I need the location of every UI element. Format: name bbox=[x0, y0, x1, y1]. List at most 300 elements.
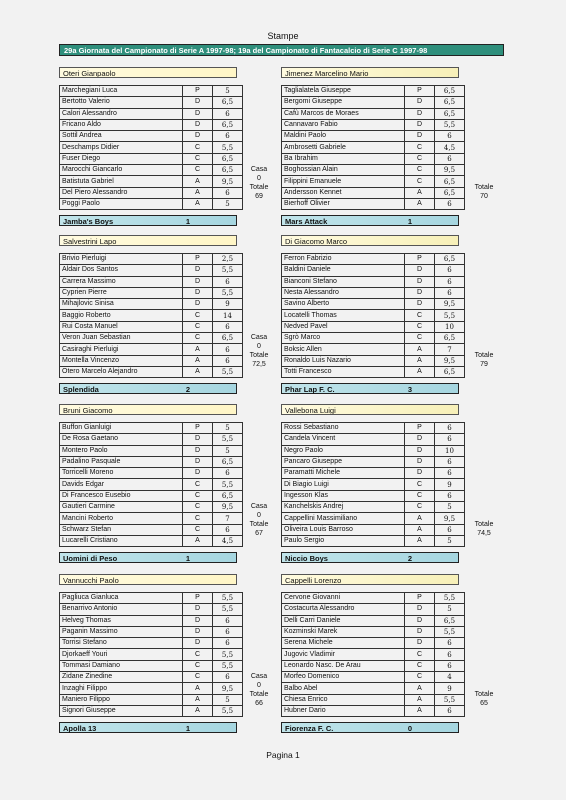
player-row bbox=[282, 310, 465, 321]
player-row bbox=[60, 265, 243, 276]
player-row bbox=[60, 254, 243, 265]
player-vote: 5 bbox=[213, 423, 243, 434]
player-role: C bbox=[183, 513, 213, 524]
player-role: D bbox=[405, 434, 435, 445]
page-title: Stampe bbox=[267, 31, 299, 41]
player-role: D bbox=[405, 604, 435, 615]
player-name: Schwarz Stefan bbox=[60, 524, 183, 535]
player-name: Totti Francesco bbox=[282, 366, 405, 377]
player-name: Ba Ibrahim bbox=[282, 153, 405, 164]
player-role: A bbox=[405, 355, 435, 366]
player-row bbox=[60, 604, 243, 615]
player-vote: 5,5 bbox=[213, 479, 243, 490]
player-vote: 5,5 bbox=[213, 142, 243, 153]
team-goals: 3 bbox=[407, 385, 413, 394]
player-role: D bbox=[183, 276, 213, 287]
player-vote: 6 bbox=[435, 434, 465, 445]
player-row bbox=[60, 694, 243, 705]
home-score-summary bbox=[244, 502, 274, 538]
player-name: Rossi Sebastiano bbox=[282, 423, 405, 434]
player-name: Nesta Alessandro bbox=[282, 287, 405, 298]
player-role: A bbox=[405, 705, 435, 716]
player-name: Lucarelli Cristiano bbox=[60, 535, 183, 546]
player-row bbox=[282, 490, 465, 501]
player-row bbox=[282, 593, 465, 604]
player-row bbox=[60, 165, 243, 176]
player-vote: 9,5 bbox=[213, 176, 243, 187]
player-vote: 9,5 bbox=[435, 299, 465, 310]
player-row bbox=[282, 131, 465, 142]
player-name: Filippini Emanuele bbox=[282, 176, 405, 187]
player-row bbox=[282, 287, 465, 298]
player-name: Bierhoff Olivier bbox=[282, 198, 405, 209]
player-role: C bbox=[183, 310, 213, 321]
home-team bbox=[59, 574, 237, 717]
player-name: Marchegiani Luca bbox=[60, 86, 183, 97]
player-role: C bbox=[405, 165, 435, 176]
player-name: Inzaghi Filippo bbox=[60, 683, 183, 694]
player-role: A bbox=[183, 198, 213, 209]
summary-line: Totale bbox=[474, 521, 494, 528]
player-role: D bbox=[183, 604, 213, 615]
coach-name: Vallebona Luigi bbox=[281, 404, 459, 415]
away-team bbox=[281, 574, 459, 717]
summary-line: 0 bbox=[257, 175, 261, 182]
player-name: Casiraghi Pierluigi bbox=[60, 344, 183, 355]
summary-line: Totale bbox=[474, 691, 494, 698]
player-vote: 6 bbox=[213, 108, 243, 119]
player-row bbox=[60, 355, 243, 366]
player-vote: 6 bbox=[435, 649, 465, 660]
away-score-summary bbox=[464, 183, 504, 201]
roster-table bbox=[59, 422, 243, 547]
player-name: Sgrò Marco bbox=[282, 333, 405, 344]
player-row bbox=[282, 535, 465, 546]
player-vote: 5 bbox=[435, 502, 465, 513]
player-role: D bbox=[183, 638, 213, 649]
player-name: Delli Carri Daniele bbox=[282, 615, 405, 626]
player-name: Ambrosetti Gabriele bbox=[282, 142, 405, 153]
coach-name: Di Giacomo Marco bbox=[281, 235, 459, 246]
player-name: De Rosa Gaetano bbox=[60, 434, 183, 445]
player-row bbox=[60, 490, 243, 501]
player-vote: 5,5 bbox=[213, 604, 243, 615]
player-role: C bbox=[183, 333, 213, 344]
player-name: Cafù Marcos de Moraes bbox=[282, 108, 405, 119]
player-vote: 6,5 bbox=[213, 490, 243, 501]
summary-line: 65 bbox=[480, 700, 488, 707]
player-role: A bbox=[183, 176, 213, 187]
player-name: Benarrivo Antonio bbox=[60, 604, 183, 615]
player-name: Paulo Sergio bbox=[282, 535, 405, 546]
player-vote: 6,5 bbox=[213, 333, 243, 344]
player-vote: 5 bbox=[213, 445, 243, 456]
player-row bbox=[60, 535, 243, 546]
player-name: Batistuta Gabriel bbox=[60, 176, 183, 187]
player-role: D bbox=[405, 626, 435, 637]
player-role: A bbox=[183, 694, 213, 705]
home-result-bar bbox=[59, 552, 237, 563]
player-name: Chiesa Enrico bbox=[282, 694, 405, 705]
coach-name: Oteri Gianpaolo bbox=[59, 67, 237, 78]
player-role: D bbox=[183, 445, 213, 456]
player-role: P bbox=[405, 254, 435, 265]
team-name: Uomini di Peso bbox=[63, 554, 118, 563]
player-row bbox=[60, 153, 243, 164]
player-vote: 6 bbox=[213, 615, 243, 626]
player-vote: 5,5 bbox=[213, 434, 243, 445]
summary-line: Totale bbox=[249, 184, 269, 191]
player-row bbox=[282, 513, 465, 524]
player-role: D bbox=[183, 119, 213, 130]
summary-line: Totale bbox=[474, 352, 494, 359]
roster-table bbox=[281, 592, 465, 717]
player-vote: 6 bbox=[213, 672, 243, 683]
player-name: Locatelli Thomas bbox=[282, 310, 405, 321]
match-block bbox=[59, 574, 504, 744]
player-name: Taglialatela Giuseppe bbox=[282, 86, 405, 97]
player-role: C bbox=[405, 321, 435, 332]
player-row bbox=[282, 445, 465, 456]
player-vote: 6 bbox=[435, 705, 465, 716]
player-vote: 6,5 bbox=[213, 165, 243, 176]
away-team bbox=[281, 235, 459, 378]
player-name: Boksic Allen bbox=[282, 344, 405, 355]
player-role: D bbox=[183, 615, 213, 626]
player-row bbox=[282, 705, 465, 716]
player-vote: 6 bbox=[213, 626, 243, 637]
home-team bbox=[59, 404, 237, 547]
player-row bbox=[282, 479, 465, 490]
player-row bbox=[60, 423, 243, 434]
player-name: Negro Paolo bbox=[282, 445, 405, 456]
player-vote: 9,5 bbox=[213, 683, 243, 694]
player-name: Kozminski Marek bbox=[282, 626, 405, 637]
player-name: Gautieri Carmine bbox=[60, 502, 183, 513]
summary-line: Totale bbox=[249, 691, 269, 698]
player-row bbox=[60, 86, 243, 97]
player-vote: 9 bbox=[435, 479, 465, 490]
player-name: Di Francesco Eusebio bbox=[60, 490, 183, 501]
player-role: C bbox=[405, 672, 435, 683]
player-role: C bbox=[405, 142, 435, 153]
player-role: C bbox=[405, 502, 435, 513]
player-name: Ronaldo Luis Nazario bbox=[282, 355, 405, 366]
summary-line: 0 bbox=[257, 512, 261, 519]
player-row bbox=[282, 423, 465, 434]
player-role: D bbox=[183, 626, 213, 637]
player-vote: 4,5 bbox=[213, 535, 243, 546]
coach-name: Salvestrini Lapo bbox=[59, 235, 237, 246]
player-row bbox=[282, 366, 465, 377]
summary-line: 70 bbox=[480, 193, 488, 200]
player-row bbox=[282, 165, 465, 176]
player-row bbox=[282, 142, 465, 153]
player-row bbox=[282, 615, 465, 626]
player-vote: 6,5 bbox=[435, 366, 465, 377]
player-name: Rui Costa Manuel bbox=[60, 321, 183, 332]
player-vote: 6,5 bbox=[435, 108, 465, 119]
player-vote: 6,5 bbox=[213, 153, 243, 164]
team-name: Mars Attack bbox=[285, 217, 328, 226]
player-vote: 10 bbox=[435, 445, 465, 456]
team-name: Apolla 13 bbox=[63, 724, 97, 733]
player-name: Otero Marcelo Alejandro bbox=[60, 366, 183, 377]
player-vote: 5,5 bbox=[435, 119, 465, 130]
player-role: C bbox=[183, 649, 213, 660]
player-row bbox=[282, 524, 465, 535]
player-role: D bbox=[405, 638, 435, 649]
player-vote: 6 bbox=[435, 153, 465, 164]
team-goals: 1 bbox=[185, 217, 191, 226]
player-name: Ingesson Klas bbox=[282, 490, 405, 501]
player-row bbox=[282, 187, 465, 198]
away-team bbox=[281, 404, 459, 547]
away-score-summary bbox=[464, 351, 504, 369]
player-vote: 9 bbox=[213, 299, 243, 310]
player-vote: 5,5 bbox=[213, 366, 243, 377]
team-name: Fiorenza F. C. bbox=[285, 724, 334, 733]
player-name: Mancini Roberto bbox=[60, 513, 183, 524]
player-role: D bbox=[405, 119, 435, 130]
player-row bbox=[60, 615, 243, 626]
player-name: Savino Alberto bbox=[282, 299, 405, 310]
player-role: D bbox=[405, 299, 435, 310]
player-row bbox=[282, 434, 465, 445]
player-role: A bbox=[183, 187, 213, 198]
team-name: Splendida bbox=[63, 385, 99, 394]
player-vote: 6 bbox=[213, 638, 243, 649]
player-name: Davids Edgar bbox=[60, 479, 183, 490]
player-row bbox=[60, 310, 243, 321]
player-row bbox=[282, 265, 465, 276]
player-name: Baggio Roberto bbox=[60, 310, 183, 321]
player-role: C bbox=[183, 165, 213, 176]
player-vote: 6 bbox=[435, 638, 465, 649]
player-vote: 5 bbox=[213, 198, 243, 209]
coach-name: Bruni Giacomo bbox=[59, 404, 237, 415]
player-row bbox=[60, 287, 243, 298]
player-role: P bbox=[405, 593, 435, 604]
player-row bbox=[60, 626, 243, 637]
player-vote: 6 bbox=[213, 131, 243, 142]
player-vote: 6,5 bbox=[213, 456, 243, 467]
team-goals: 1 bbox=[185, 724, 191, 733]
player-row bbox=[282, 660, 465, 671]
player-vote: 6,5 bbox=[435, 333, 465, 344]
player-vote: 6,5 bbox=[435, 615, 465, 626]
player-name: Balbo Abel bbox=[282, 683, 405, 694]
player-name: Deschamps Didier bbox=[60, 142, 183, 153]
player-name: Brivio Pierluigi bbox=[60, 254, 183, 265]
away-score-summary bbox=[464, 520, 504, 538]
player-vote: 6,5 bbox=[435, 254, 465, 265]
player-row bbox=[60, 344, 243, 355]
player-role: P bbox=[405, 423, 435, 434]
player-role: P bbox=[405, 86, 435, 97]
summary-line: Totale bbox=[249, 352, 269, 359]
player-vote: 6 bbox=[213, 321, 243, 332]
summary-line: Casa bbox=[250, 503, 268, 510]
player-vote: 6,5 bbox=[435, 86, 465, 97]
player-vote: 6 bbox=[213, 468, 243, 479]
summary-line: Totale bbox=[249, 521, 269, 528]
away-result-bar bbox=[281, 722, 459, 733]
player-role: C bbox=[183, 321, 213, 332]
player-name: Di Biagio Luigi bbox=[282, 479, 405, 490]
player-name: Nedved Pavel bbox=[282, 321, 405, 332]
player-row bbox=[60, 321, 243, 332]
player-role: D bbox=[183, 265, 213, 276]
player-role: A bbox=[405, 513, 435, 524]
player-vote: 6 bbox=[213, 524, 243, 535]
player-vote: 5,5 bbox=[213, 287, 243, 298]
player-name: Padalino Pasquale bbox=[60, 456, 183, 467]
player-name: Kanchelskis Andrej bbox=[282, 502, 405, 513]
player-row bbox=[282, 638, 465, 649]
round-title-banner: 29a Giornata del Campionato di Serie A 1997-98; 19a del Campionato di Fantacalcio di Serie C 1997-98 bbox=[59, 44, 504, 56]
player-vote: 5,5 bbox=[213, 265, 243, 276]
player-role: C bbox=[405, 660, 435, 671]
summary-line: 0 bbox=[257, 343, 261, 350]
team-goals: 1 bbox=[407, 217, 413, 226]
player-role: C bbox=[405, 479, 435, 490]
player-role: C bbox=[183, 672, 213, 683]
player-role: D bbox=[405, 445, 435, 456]
summary-line: Casa bbox=[250, 334, 268, 341]
team-goals: 0 bbox=[407, 724, 413, 733]
player-row bbox=[282, 276, 465, 287]
player-vote: 6 bbox=[213, 344, 243, 355]
summary-line: 69 bbox=[255, 193, 263, 200]
player-row bbox=[60, 705, 243, 716]
player-row bbox=[60, 638, 243, 649]
player-role: P bbox=[183, 423, 213, 434]
player-role: C bbox=[183, 479, 213, 490]
player-name: Serena Michele bbox=[282, 638, 405, 649]
player-vote: 5,5 bbox=[213, 705, 243, 716]
player-role: C bbox=[183, 660, 213, 671]
player-name: Signori Giuseppe bbox=[60, 705, 183, 716]
player-vote: 6 bbox=[435, 490, 465, 501]
player-role: A bbox=[183, 705, 213, 716]
player-role: D bbox=[405, 108, 435, 119]
player-vote: 6 bbox=[435, 287, 465, 298]
player-name: Calori Alessandro bbox=[60, 108, 183, 119]
player-name: Djorkaeff Youri bbox=[60, 649, 183, 660]
player-row bbox=[60, 660, 243, 671]
roster-table bbox=[59, 592, 243, 717]
player-row bbox=[60, 593, 243, 604]
player-row bbox=[282, 604, 465, 615]
player-row bbox=[60, 198, 243, 209]
player-row bbox=[282, 672, 465, 683]
player-name: Cyprien Pierre bbox=[60, 287, 183, 298]
player-role: D bbox=[405, 265, 435, 276]
roster-table bbox=[281, 253, 465, 378]
player-row bbox=[60, 131, 243, 142]
player-role: C bbox=[405, 153, 435, 164]
player-vote: 5,5 bbox=[435, 593, 465, 604]
team-goals: 2 bbox=[407, 554, 413, 563]
player-vote: 6 bbox=[435, 524, 465, 535]
player-row bbox=[282, 86, 465, 97]
player-vote: 7 bbox=[213, 513, 243, 524]
player-vote: 5,5 bbox=[213, 660, 243, 671]
player-name: Jugovic Vladimir bbox=[282, 649, 405, 660]
player-row bbox=[282, 198, 465, 209]
player-role: A bbox=[183, 683, 213, 694]
player-row bbox=[282, 97, 465, 108]
player-row bbox=[282, 502, 465, 513]
player-row bbox=[282, 683, 465, 694]
home-score-summary bbox=[244, 165, 274, 201]
player-name: Mihajlovic Sinisa bbox=[60, 299, 183, 310]
player-vote: 10 bbox=[435, 321, 465, 332]
player-row bbox=[282, 254, 465, 265]
player-vote: 9,5 bbox=[435, 513, 465, 524]
player-vote: 6 bbox=[435, 468, 465, 479]
match-block bbox=[59, 67, 504, 237]
player-role: A bbox=[183, 366, 213, 377]
player-role: A bbox=[405, 198, 435, 209]
player-row bbox=[60, 299, 243, 310]
player-row bbox=[282, 355, 465, 366]
player-name: Boghossian Alain bbox=[282, 165, 405, 176]
player-row bbox=[282, 344, 465, 355]
summary-line: 79 bbox=[480, 361, 488, 368]
team-goals: 1 bbox=[185, 554, 191, 563]
player-row bbox=[60, 119, 243, 130]
summary-line: Casa bbox=[250, 166, 268, 173]
player-row bbox=[60, 108, 243, 119]
player-vote: 6,5 bbox=[435, 176, 465, 187]
player-name: Maniero Filippo bbox=[60, 694, 183, 705]
player-name: Pagliuca Gianluca bbox=[60, 593, 183, 604]
player-name: Bianconi Stefano bbox=[282, 276, 405, 287]
player-row bbox=[282, 153, 465, 164]
player-row bbox=[60, 333, 243, 344]
home-team bbox=[59, 67, 237, 210]
player-role: C bbox=[405, 310, 435, 321]
player-vote: 6 bbox=[435, 660, 465, 671]
player-role: A bbox=[405, 535, 435, 546]
player-name: Marocchi Giancarlo bbox=[60, 165, 183, 176]
summary-line: 0 bbox=[257, 682, 261, 689]
player-role: A bbox=[405, 694, 435, 705]
player-vote: 14 bbox=[213, 310, 243, 321]
player-name: Bertotto Valerio bbox=[60, 97, 183, 108]
home-result-bar bbox=[59, 722, 237, 733]
player-role: A bbox=[405, 683, 435, 694]
player-row bbox=[60, 97, 243, 108]
player-vote: 6 bbox=[213, 187, 243, 198]
team-name: Phar Lap F. C. bbox=[285, 385, 335, 394]
player-role: C bbox=[405, 649, 435, 660]
player-vote: 9 bbox=[435, 683, 465, 694]
player-row bbox=[60, 502, 243, 513]
player-row bbox=[60, 672, 243, 683]
player-row bbox=[60, 187, 243, 198]
player-name: Helveg Thomas bbox=[60, 615, 183, 626]
match-block bbox=[59, 235, 504, 405]
player-name: Andersson Kennet bbox=[282, 187, 405, 198]
player-role: D bbox=[183, 456, 213, 467]
home-team bbox=[59, 235, 237, 378]
player-row bbox=[282, 321, 465, 332]
player-row bbox=[282, 626, 465, 637]
player-row bbox=[282, 108, 465, 119]
